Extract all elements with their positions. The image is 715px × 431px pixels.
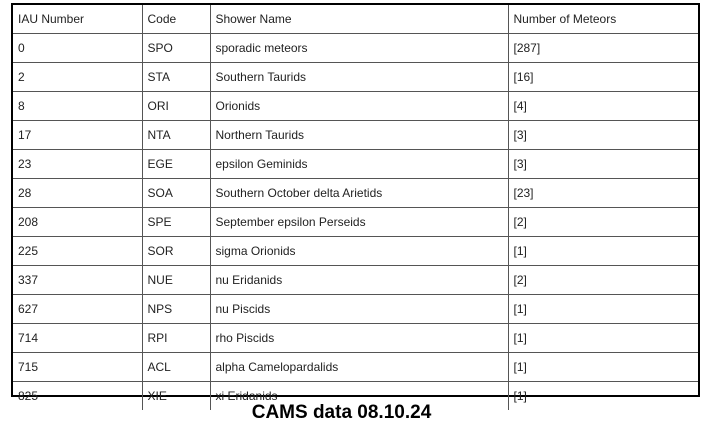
code-cell: SPO <box>142 34 210 63</box>
meteor-count-cell: [2] <box>508 208 698 237</box>
code-cell: ORI <box>142 92 210 121</box>
code-cell: NTA <box>142 121 210 150</box>
table-row <box>13 295 698 324</box>
iau-number-cell: 17 <box>13 121 142 150</box>
shower-name-cell: September epsilon Perseids <box>210 208 508 237</box>
code-cell: RPI <box>142 324 210 353</box>
shower-name-cell: xi Eridanids <box>210 382 508 411</box>
header-number-of-meteors: Number of Meteors <box>508 5 698 34</box>
meteor-count-cell: [1] <box>508 237 698 266</box>
meteor-count-cell: [3] <box>508 150 698 179</box>
code-cell: SOR <box>142 237 210 266</box>
meteor-count-cell: [1] <box>508 382 698 411</box>
table-row <box>13 63 698 92</box>
shower-name-cell: Northern Taurids <box>210 121 508 150</box>
iau-number-cell: 714 <box>13 324 142 353</box>
iau-number-cell: 8 <box>13 92 142 121</box>
header-code: Code <box>142 5 210 34</box>
header-iau-number: IAU Number <box>13 5 142 34</box>
iau-number-cell: 28 <box>13 179 142 208</box>
table-row <box>13 353 698 382</box>
code-cell: ACL <box>142 353 210 382</box>
code-cell: STA <box>142 63 210 92</box>
code-cell: XIE <box>142 382 210 411</box>
iau-number-cell: 715 <box>13 353 142 382</box>
meteor-count-cell: [4] <box>508 92 698 121</box>
meteor-count-cell: [3] <box>508 121 698 150</box>
shower-name-cell: sporadic meteors <box>210 34 508 63</box>
iau-number-cell: 825 <box>13 382 142 411</box>
code-cell: NPS <box>142 295 210 324</box>
meteor-count-cell: [1] <box>508 324 698 353</box>
shower-name-cell: Orionids <box>210 92 508 121</box>
meteor-count-cell: [23] <box>508 179 698 208</box>
meteor-count-cell: [1] <box>508 295 698 324</box>
table-row <box>13 121 698 150</box>
table-row <box>13 208 698 237</box>
code-cell: SOA <box>142 179 210 208</box>
meteor-count-cell: [16] <box>508 63 698 92</box>
meteor-count-cell: [287] <box>508 34 698 63</box>
iau-number-cell: 0 <box>13 34 142 63</box>
iau-number-cell: 337 <box>13 266 142 295</box>
meteor-shower-table <box>13 5 698 410</box>
shower-name-cell: sigma Orionids <box>210 237 508 266</box>
meteor-shower-table-container <box>11 3 700 403</box>
table-row <box>13 266 698 295</box>
table-row <box>13 92 698 121</box>
header-shower-name: Shower Name <box>210 5 508 34</box>
iau-number-cell: 225 <box>13 237 142 266</box>
iau-number-cell: 23 <box>13 150 142 179</box>
shower-name-cell: nu Eridanids <box>210 266 508 295</box>
shower-name-cell: nu Piscids <box>210 295 508 324</box>
code-cell: NUE <box>142 266 210 295</box>
table-row <box>13 179 698 208</box>
shower-name-cell: epsilon Geminids <box>210 150 508 179</box>
table-row <box>13 237 698 266</box>
shower-name-cell: Southern October delta Arietids <box>210 179 508 208</box>
table-row <box>13 324 698 353</box>
caption: CAMS data 08.10.24 <box>251 402 432 423</box>
shower-name-cell: rho Piscids <box>210 324 508 353</box>
code-cell: EGE <box>142 150 210 179</box>
table-row <box>13 34 698 63</box>
code-cell: SPE <box>142 208 210 237</box>
table-row <box>13 150 698 179</box>
table-body <box>13 34 698 411</box>
iau-number-cell: 627 <box>13 295 142 324</box>
shower-name-cell: alpha Camelopardalids <box>210 353 508 382</box>
iau-number-cell: 208 <box>13 208 142 237</box>
shower-name-cell: Southern Taurids <box>210 63 508 92</box>
table-header-row <box>13 5 698 34</box>
meteor-count-cell: [1] <box>508 353 698 382</box>
meteor-count-cell: [2] <box>508 266 698 295</box>
iau-number-cell: 2 <box>13 63 142 92</box>
